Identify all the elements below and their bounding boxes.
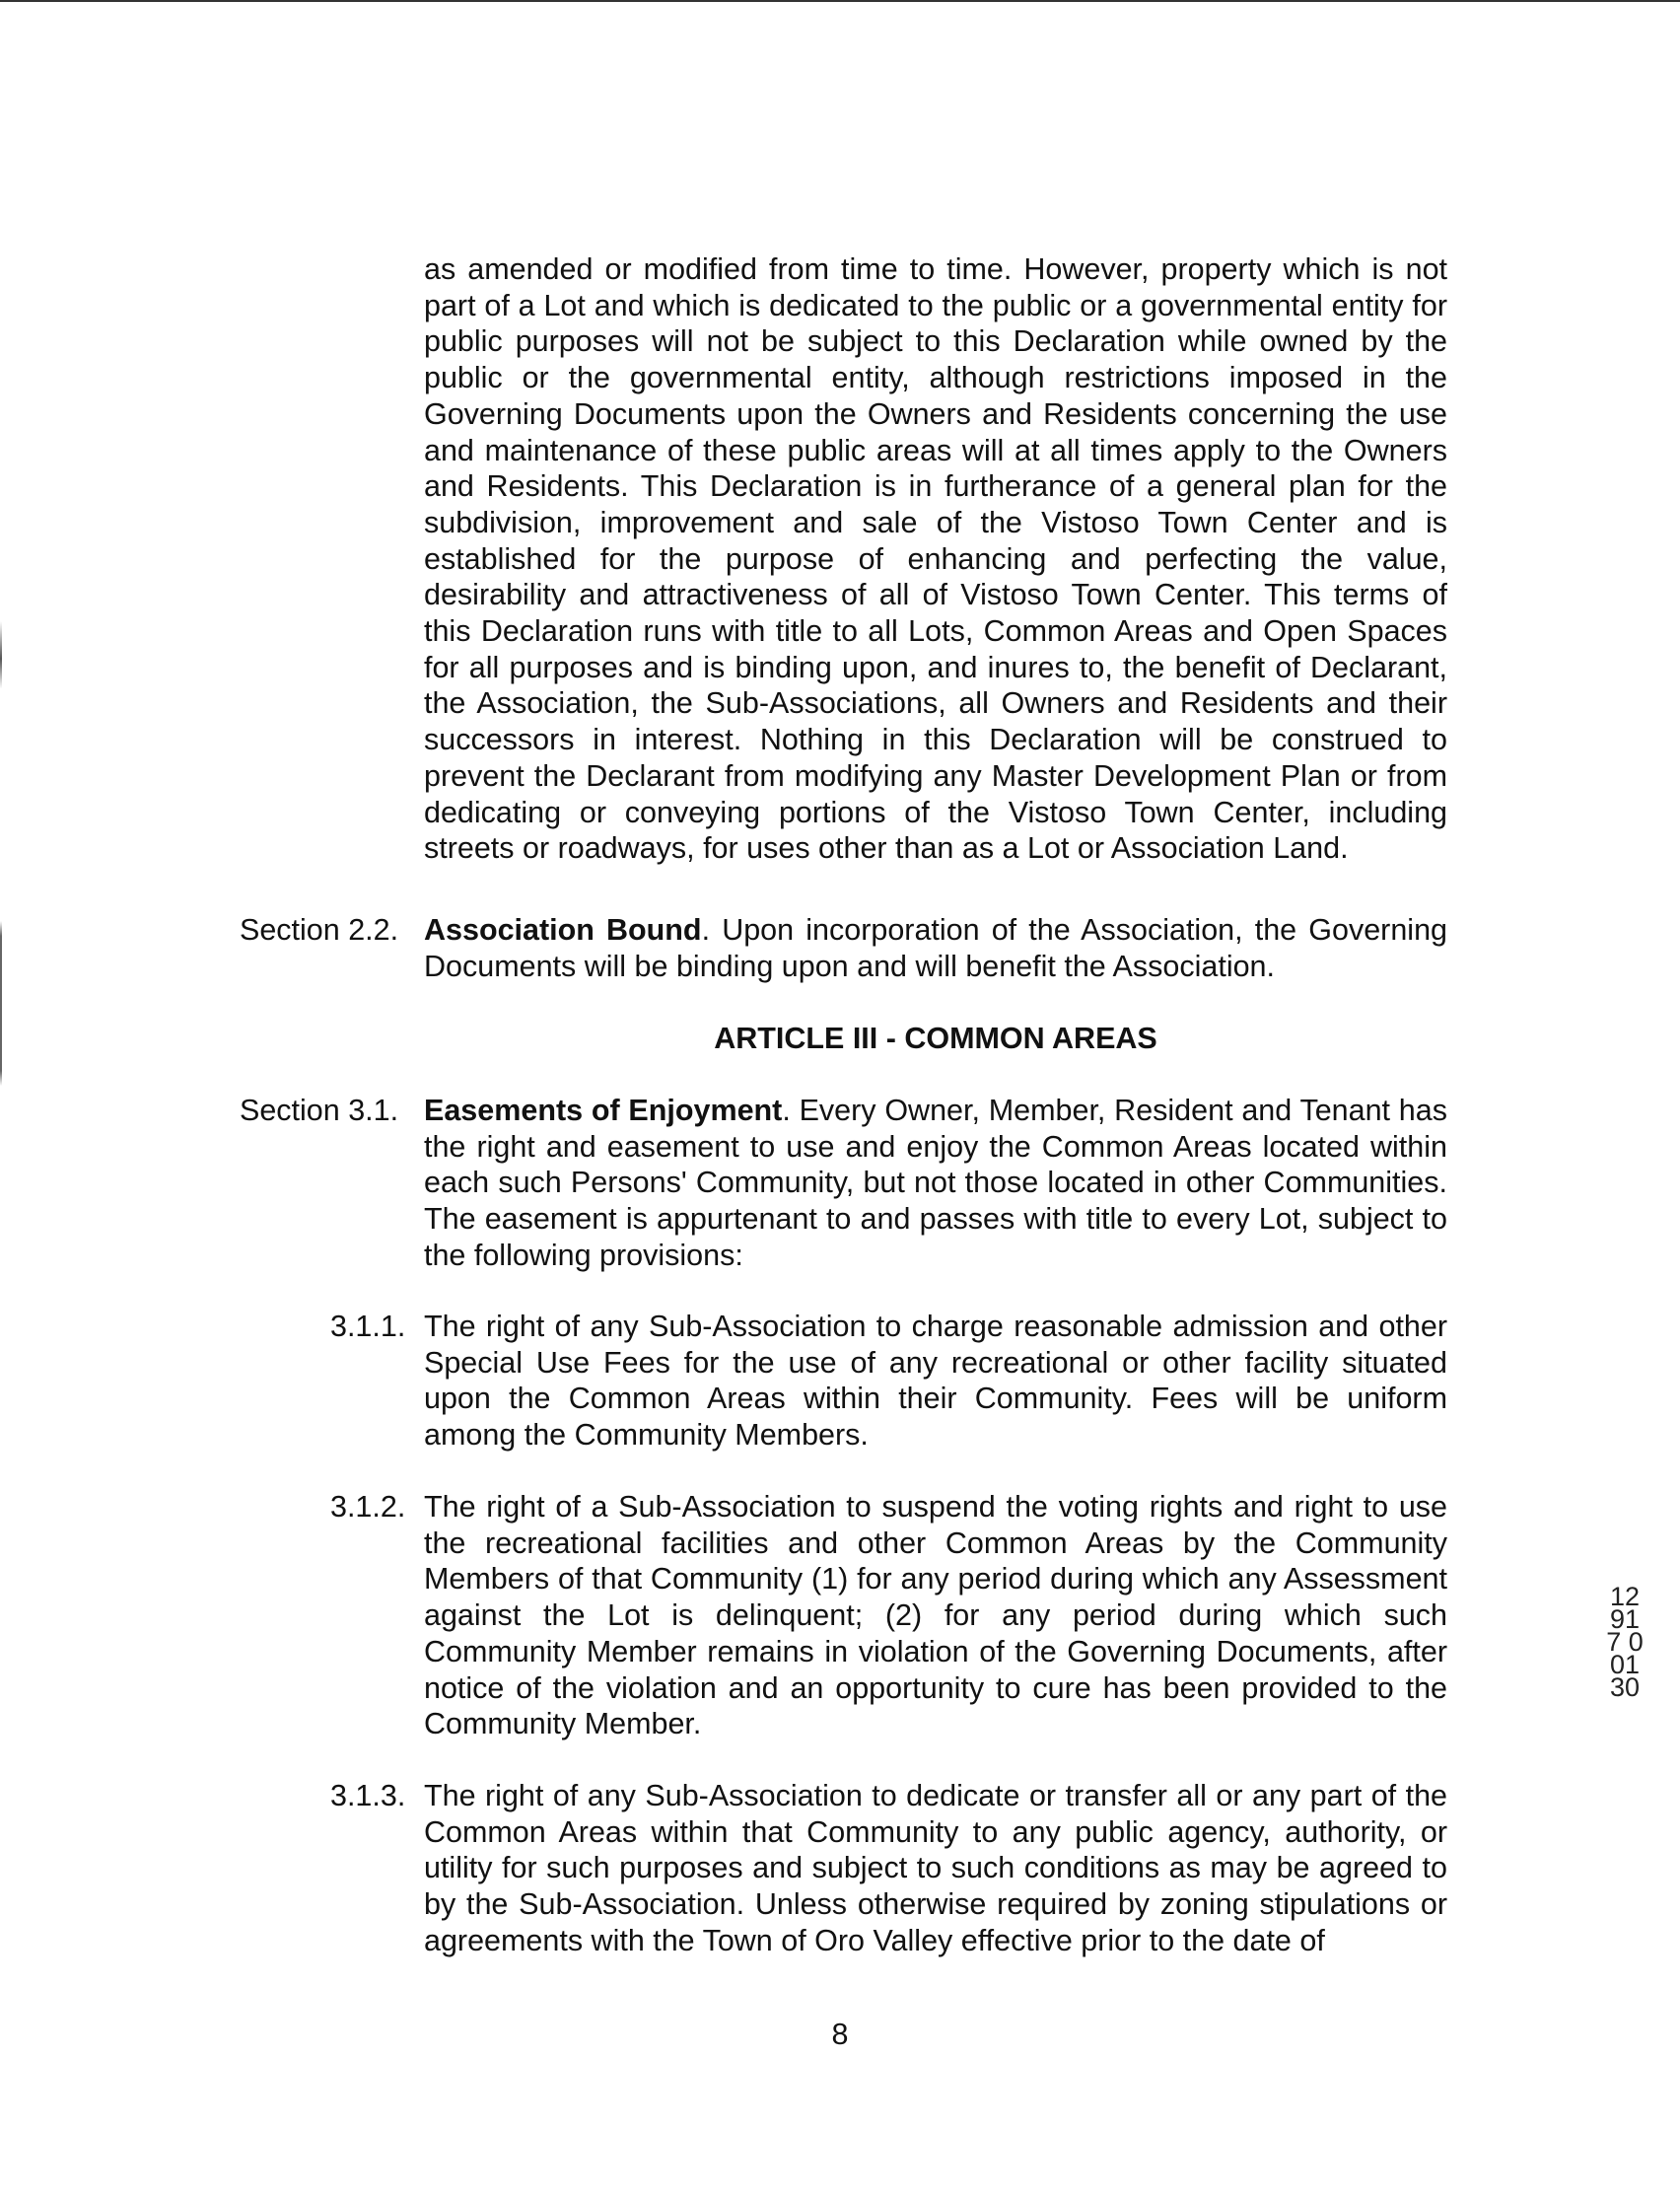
page-number: 8 <box>831 2018 849 2051</box>
section-3-1-body <box>424 1093 1447 1274</box>
section-3-1-number: Section 3.1. <box>240 1094 399 1127</box>
section-2-2-body <box>424 912 1447 984</box>
section-3-1-text: . Every Owner, Member, Resident and Tenant has the right and easement to use and enjoy the Common Areas located within each such Persons' Community, but not those located in other Communities. The easement is appurtenant to and passes with title to every Lot, subject to the following provisions: <box>424 1094 1447 1272</box>
section-3-1-title: Easements of Enjoyment <box>424 1094 783 1127</box>
subsection-3-1-1-text: The right of any Sub-Association to charge reasonable admission and other Special Use Fees for the use of any recreational or other facility situated upon the Common Areas within their Community. Fees will be uniform among the Community Members. <box>424 1310 1447 1453</box>
paragraph-continuation: as amended or modified from time to time. However, property which is not part of a Lot and which is dedicated to the public or a governmental entity for public purposes will not be subject to this Declaration while owned by the public or the governmental entity, although restrictions imposed in the Governing Documents upon the Owners and Residents concerning the use and maintenance of these public areas will at all times apply to the Owners and Residents. This Declaration is in furtherance of a general plan for the subdivision, improvement and sale of the Vistoso Town Center and is established for the purpose of enhancing and perfecting the value, desirability and attractiveness of all of Vistoso Town Center. This terms of this Declaration runs with title to all Lots, Common Areas and Open Spaces for all purposes and is binding upon, and inures to, the benefit of Declarant, the Association, the Sub-Associations, all Owners and Residents and their successors in interest. Nothing in this Declaration will be construed to prevent the Declarant from modifying any Master Development Plan or from dedicating or conveying portions of the Vistoso Town Center, including streets or roadways, for uses other than as a Lot or Association Land. <box>424 252 1447 866</box>
scan-margin-marks <box>0 621 2 1371</box>
subsection-3-1-1-number: 3.1.1. <box>330 1310 406 1343</box>
article-heading: ARTICLE III - COMMON AREAS <box>714 1022 1157 1055</box>
recording-stamp: 12917 00130 <box>1606 1582 1644 1702</box>
section-2-2-number: Section 2.2. <box>240 913 399 947</box>
scan-edge-line <box>0 0 1680 2</box>
section-2-2-title: Association Bound <box>424 913 702 947</box>
subsection-3-1-2-text: The right of a Sub-Association to suspend the voting rights and right to use the recreational facilities and other Common Areas by the Community Members of that Community (1) for any period during which any Assessment against the Lot is delinquent; (2) for any period during which such Community Member remains in violation of the Governing Documents, after notice of the violation and an opportunity to cure has been provided to the Community Member. <box>424 1490 1447 1741</box>
section-2-2-text: . Upon incorporation of the Association, the Governing Documents will be binding upon and will benefit the Association. <box>424 913 1448 983</box>
subsection-3-1-3-text: The right of any Sub-Association to dedicate or transfer all or any part of the Common Areas within that Community to any public agency, authority, or utility for such purposes and subject to such conditions as may be agreed to by the Sub-Association. Unless otherwise required by zoning stipulations or agreements with the Town of Oro Valley effective prior to the date of <box>424 1779 1447 1957</box>
subsection-3-1-3-number: 3.1.3. <box>330 1779 406 1812</box>
subsection-3-1-2-number: 3.1.2. <box>330 1490 406 1524</box>
